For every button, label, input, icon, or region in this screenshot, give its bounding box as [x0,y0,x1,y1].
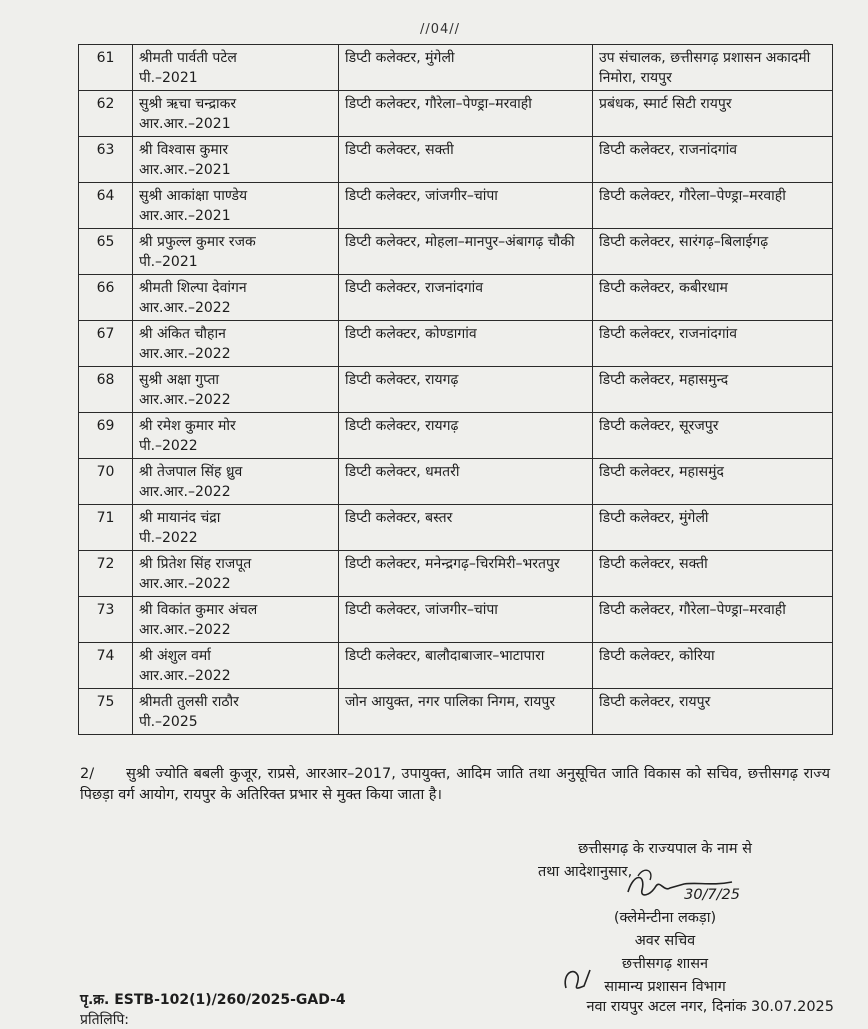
serial-number: 75 [79,689,133,735]
officer-name: श्रीमती शिल्पा देवांगन [139,280,247,296]
officer-cell [133,321,339,367]
current-posting: डिप्टी कलेक्टर, बालौदाबाजार–भाटापारा [339,643,593,689]
officer-cell [133,367,339,413]
government-name: छत्तीसगढ़ शासन [621,956,709,972]
serial-number: 74 [79,643,133,689]
table-row [79,643,833,689]
officer-name: श्री रमेश कुमार मोर [139,418,236,434]
current-posting: डिप्टी कलेक्टर, गौरेला–पेण्ड्रा–मरवाही [339,91,593,137]
table-row [79,321,833,367]
by-order-line: तथा आदेशानुसार, [538,864,633,880]
officer-cell [133,183,339,229]
officer-batch: आर.आर.–2022 [139,668,231,684]
table-row [79,275,833,321]
officer-cell [133,413,339,459]
officer-cell [133,459,339,505]
officer-batch: आर.आर.–2022 [139,346,231,362]
officer-cell [133,45,339,91]
transfer-table [78,44,833,735]
table-row [79,229,833,275]
officer-cell [133,275,339,321]
serial-number: 73 [79,597,133,643]
table-row [79,597,833,643]
new-posting: डिप्टी कलेक्टर, सूरजपुर [593,413,833,459]
serial-number: 63 [79,137,133,183]
officer-cell [133,91,339,137]
serial-number: 64 [79,183,133,229]
officer-name: श्री विश्वास कुमार [139,142,229,158]
current-posting: डिप्टी कलेक्टर, मनेन्द्रगढ़–चिरमिरी–भरतपुर [339,551,593,597]
serial-number: 61 [79,45,133,91]
governor-order-line: छत्तीसगढ़ के राज्यपाल के नाम से [578,841,752,857]
serial-number: 65 [79,229,133,275]
new-posting: डिप्टी कलेक्टर, गौरेला–पेण्ड्रा–मरवाही [593,183,833,229]
table-row [79,91,833,137]
serial-number: 70 [79,459,133,505]
officer-designation: अवर सचिव [634,933,696,949]
officer-cell [133,229,339,275]
reference-number: पृ.क्र. ESTB-102(1)/260/2025-GAD-4 [80,992,346,1008]
table-row [79,137,833,183]
officer-name: सुश्री आकांक्षा पाण्डेय [139,188,248,204]
officer-batch: आर.आर.–2021 [139,116,231,132]
officer-batch: आर.आर.–2021 [139,162,231,178]
serial-number: 67 [79,321,133,367]
current-posting: डिप्टी कलेक्टर, सक्ती [339,137,593,183]
officer-batch: पी.–2022 [139,438,198,454]
officer-name: श्री प्रफुल्ल कुमार रजक [139,234,256,250]
new-posting: डिप्टी कलेक्टर, सक्ती [593,551,833,597]
officer-batch: पी.–2021 [139,70,198,86]
new-posting: डिप्टी कलेक्टर, सारंगढ़–बिलाईगढ़ [593,229,833,275]
current-posting: डिप्टी कलेक्टर, रायगढ़ [339,367,593,413]
new-posting: डिप्टी कलेक्टर, गौरेला–पेण्ड्रा–मरवाही [593,597,833,643]
current-posting: डिप्टी कलेक्टर, मोहला–मानपुर–अंबागढ़ चौकी [339,229,593,275]
current-posting: डिप्टी कलेक्टर, बस्तर [339,505,593,551]
officer-cell [133,597,339,643]
current-posting: डिप्टी कलेक्टर, रायगढ़ [339,413,593,459]
serial-number: 62 [79,91,133,137]
officer-cell [133,137,339,183]
new-posting: प्रबंधक, स्मार्ट सिटी रायपुर [593,91,833,137]
current-posting: डिप्टी कलेक्टर, कोण्डागांव [339,321,593,367]
current-posting: डिप्टी कलेक्टर, मुंगेली [339,45,593,91]
officer-batch: पी.–2021 [139,254,198,270]
officer-cell [133,689,339,735]
officer-batch: आर.आर.–2022 [139,392,231,408]
current-posting: डिप्टी कलेक्टर, जांजगीर–चांपा [339,183,593,229]
place-date: नवा रायपुर अटल नगर, दिनांक 30.07.2025 [586,999,834,1015]
department-name: सामान्य प्रशासन विभाग [604,979,726,995]
officer-batch: आर.आर.–2021 [139,208,231,224]
transfer-table-body [79,45,833,735]
page-number: //04// [420,22,461,37]
serial-number: 71 [79,505,133,551]
new-posting: डिप्टी कलेक्टर, महासमुंद [593,459,833,505]
new-posting: डिप्टी कलेक्टर, रायपुर [593,689,833,735]
handwritten-signature [620,862,740,912]
new-posting: उप संचालक, छत्तीसगढ़ प्रशासन अकादमी निमोरा, रायपुर [593,45,833,91]
new-posting: डिप्टी कलेक्टर, मुंगेली [593,505,833,551]
serial-number: 68 [79,367,133,413]
current-posting: डिप्टी कलेक्टर, धमतरी [339,459,593,505]
table-row [79,689,833,735]
initial-mark [560,962,594,998]
officer-name: श्री अंशुल वर्मा [139,648,211,664]
current-posting: डिप्टी कलेक्टर, जांजगीर–चांपा [339,597,593,643]
officer-batch: आर.आर.–2022 [139,484,231,500]
paragraph-text: सुश्री ज्योति बबली कुजूर, राप्रसे, आरआर–2017, उपायुक्त, आदिम जाति तथा अनुसूचित जाति विकास को सचिव, छत्तीसगढ़ राज्य पिछड़ा वर्ग आयोग, रायपुर के अतिरिक्त प्रभार से मुक्त किया जाता है। [80,766,830,803]
paragraph-number: 2/ [80,766,95,782]
paragraph-2 [80,764,830,806]
officer-name: सुश्री ऋचा चन्द्राकर [139,96,237,112]
new-posting: डिप्टी कलेक्टर, कोरिया [593,643,833,689]
copy-label: प्रतिलिपि: [80,1012,129,1028]
current-posting: जोन आयुक्त, नगर पालिका निगम, रायपुर [339,689,593,735]
officer-cell [133,643,339,689]
officer-name: श्रीमती पार्वती पटेल [139,50,237,66]
signature-date: 30/7/25 [684,887,740,903]
officer-name: श्री प्रितेश सिंह राजपूत [139,556,252,572]
officer-name: श्री मायानंद चंद्रा [139,510,221,526]
serial-number: 66 [79,275,133,321]
officer-name: श्री विकांत कुमार अंचल [139,602,258,618]
officer-name: श्री अंकित चौहान [139,326,226,342]
officer-cell [133,551,339,597]
new-posting: डिप्टी कलेक्टर, राजनांदगांव [593,137,833,183]
table-row [79,505,833,551]
new-posting: डिप्टी कलेक्टर, राजनांदगांव [593,321,833,367]
officer-batch: आर.आर.–2022 [139,576,231,592]
new-posting: डिप्टी कलेक्टर, कबीरधाम [593,275,833,321]
officer-name: (क्लेमेन्टीना लकड़ा) [613,910,717,926]
table-row [79,459,833,505]
officer-batch: पी.–2025 [139,714,198,730]
table-row [79,45,833,91]
officer-name: श्रीमती तुलसी राठौर [139,694,239,710]
officer-batch: आर.आर.–2022 [139,622,231,638]
officer-cell [133,505,339,551]
table-row [79,183,833,229]
serial-number: 72 [79,551,133,597]
table-row [79,551,833,597]
new-posting: डिप्टी कलेक्टर, महासमुन्द [593,367,833,413]
table-row [79,367,833,413]
officer-batch: आर.आर.–2022 [139,300,231,316]
table-row [79,413,833,459]
current-posting: डिप्टी कलेक्टर, राजनांदगांव [339,275,593,321]
officer-name: सुश्री अक्षा गुप्ता [139,372,220,388]
officer-name: श्री तेजपाल सिंह ध्रुव [139,464,243,480]
serial-number: 69 [79,413,133,459]
officer-batch: पी.–2022 [139,530,198,546]
